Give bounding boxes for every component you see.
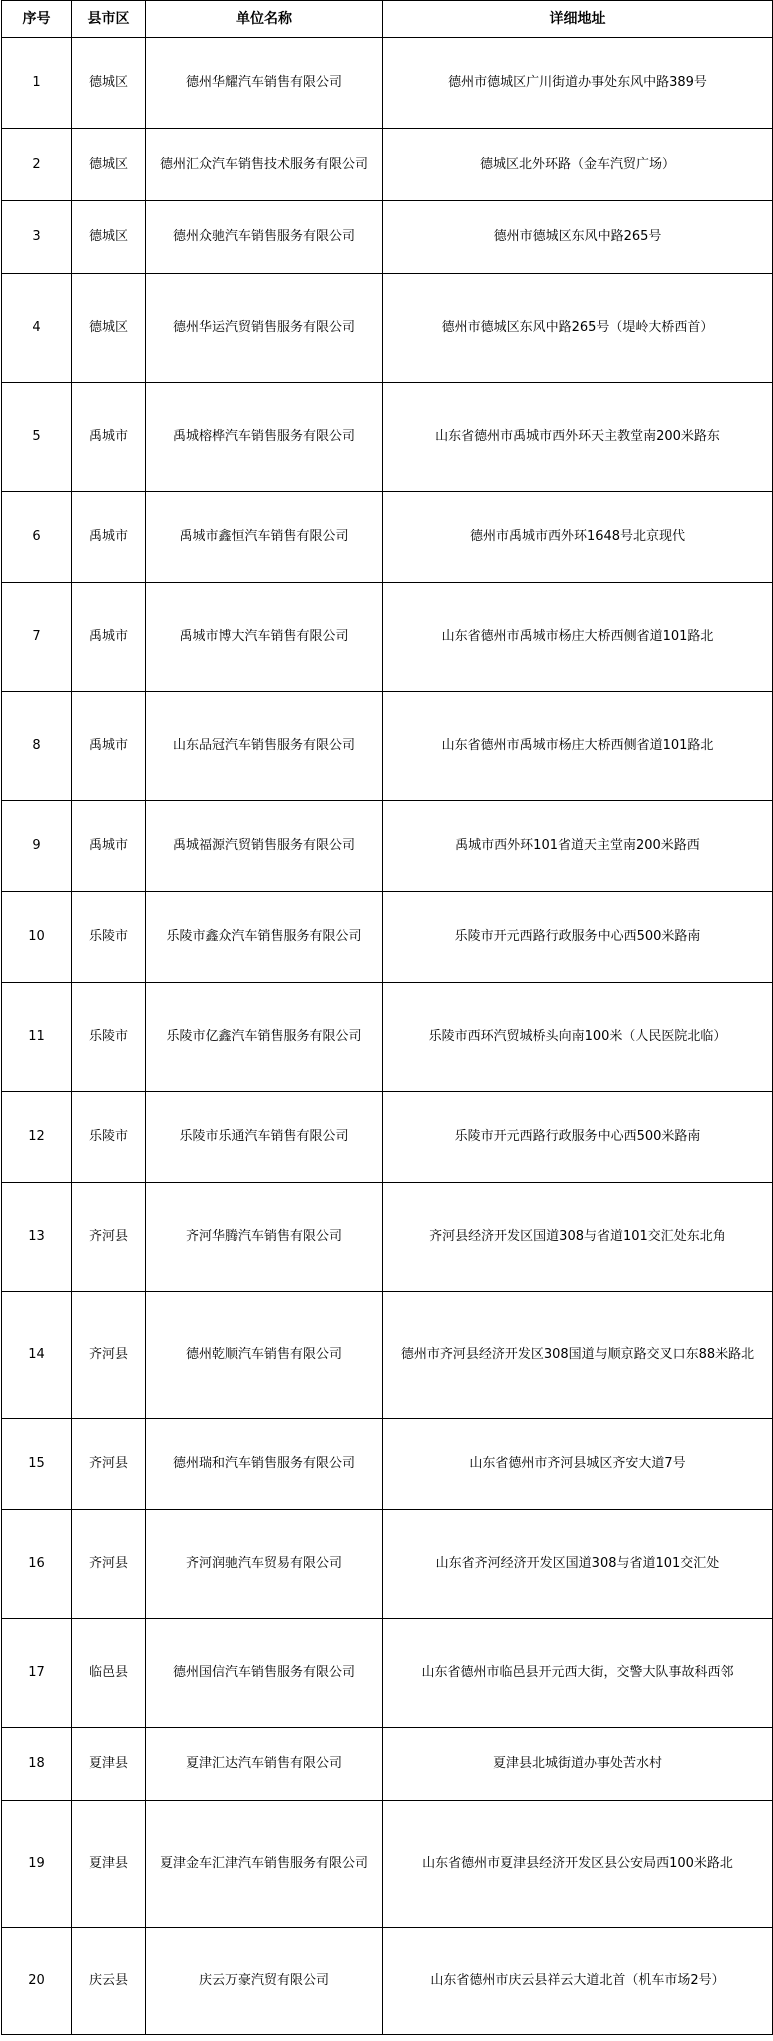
cell-county: 齐河县 bbox=[72, 1510, 146, 1619]
cell-seq: 15 bbox=[2, 1419, 72, 1510]
dealer-table bbox=[1, 0, 773, 2035]
cell-address: 德州市德城区东风中路265号（堤岭大桥西首） bbox=[383, 274, 773, 383]
cell-seq: 20 bbox=[2, 1928, 72, 2035]
table-row bbox=[2, 1801, 773, 1928]
cell-seq: 10 bbox=[2, 892, 72, 983]
cell-seq: 7 bbox=[2, 583, 72, 692]
cell-unit: 德州瑞和汽车销售服务有限公司 bbox=[146, 1419, 383, 1510]
cell-address: 山东省德州市庆云县祥云大道北首（机车市场2号） bbox=[383, 1928, 773, 2035]
cell-county: 禹城市 bbox=[72, 583, 146, 692]
table-row bbox=[2, 1092, 773, 1183]
cell-seq: 16 bbox=[2, 1510, 72, 1619]
header-row bbox=[2, 1, 773, 38]
cell-county: 乐陵市 bbox=[72, 892, 146, 983]
cell-unit: 德州汇众汽车销售技术服务有限公司 bbox=[146, 129, 383, 201]
table-row bbox=[2, 1292, 773, 1419]
cell-unit: 禹城福源汽贸销售服务有限公司 bbox=[146, 801, 383, 892]
cell-unit: 德州华运汽贸销售服务有限公司 bbox=[146, 274, 383, 383]
cell-unit: 夏津汇达汽车销售有限公司 bbox=[146, 1728, 383, 1801]
cell-unit: 禹城榕桦汽车销售服务有限公司 bbox=[146, 383, 383, 492]
table-row bbox=[2, 1510, 773, 1619]
table-row bbox=[2, 801, 773, 892]
cell-county: 乐陵市 bbox=[72, 983, 146, 1092]
cell-seq: 12 bbox=[2, 1092, 72, 1183]
cell-county: 禹城市 bbox=[72, 801, 146, 892]
cell-county: 齐河县 bbox=[72, 1292, 146, 1419]
cell-seq: 5 bbox=[2, 383, 72, 492]
cell-county: 临邑县 bbox=[72, 1619, 146, 1728]
cell-address: 德城区北外环路（金车汽贸广场） bbox=[383, 129, 773, 201]
cell-county: 德城区 bbox=[72, 129, 146, 201]
cell-unit: 禹城市鑫恒汽车销售有限公司 bbox=[146, 492, 383, 583]
cell-unit: 庆云万豪汽贸有限公司 bbox=[146, 1928, 383, 2035]
cell-unit: 德州乾顺汽车销售有限公司 bbox=[146, 1292, 383, 1419]
cell-county: 乐陵市 bbox=[72, 1092, 146, 1183]
cell-unit: 乐陵市乐通汽车销售有限公司 bbox=[146, 1092, 383, 1183]
cell-address: 山东省德州市禹城市杨庄大桥西侧省道101路北 bbox=[383, 692, 773, 801]
table-row bbox=[2, 1928, 773, 2035]
cell-seq: 1 bbox=[2, 38, 72, 129]
cell-address: 山东省德州市齐河县城区齐安大道7号 bbox=[383, 1419, 773, 1510]
table-row bbox=[2, 983, 773, 1092]
header-county: 县市区 bbox=[72, 1, 146, 38]
cell-seq: 18 bbox=[2, 1728, 72, 1801]
cell-address: 山东省德州市禹城市西外环天主教堂南200米路东 bbox=[383, 383, 773, 492]
cell-seq: 14 bbox=[2, 1292, 72, 1419]
table-row bbox=[2, 129, 773, 201]
cell-county: 德城区 bbox=[72, 274, 146, 383]
cell-unit: 乐陵市亿鑫汽车销售服务有限公司 bbox=[146, 983, 383, 1092]
cell-unit: 德州众驰汽车销售服务有限公司 bbox=[146, 201, 383, 274]
table-row bbox=[2, 201, 773, 274]
cell-address: 山东省德州市夏津县经济开发区县公安局西100米路北 bbox=[383, 1801, 773, 1928]
table-row bbox=[2, 1619, 773, 1728]
cell-address: 山东省德州市禹城市杨庄大桥西侧省道101路北 bbox=[383, 583, 773, 692]
cell-county: 齐河县 bbox=[72, 1419, 146, 1510]
table-row bbox=[2, 892, 773, 983]
cell-seq: 4 bbox=[2, 274, 72, 383]
cell-county: 德城区 bbox=[72, 38, 146, 129]
cell-seq: 17 bbox=[2, 1619, 72, 1728]
cell-address: 齐河县经济开发区国道308与省道101交汇处东北角 bbox=[383, 1183, 773, 1292]
cell-unit: 德州华耀汽车销售有限公司 bbox=[146, 38, 383, 129]
cell-seq: 11 bbox=[2, 983, 72, 1092]
header-seq: 序号 bbox=[2, 1, 72, 38]
table-row bbox=[2, 1183, 773, 1292]
table-row bbox=[2, 383, 773, 492]
cell-county: 庆云县 bbox=[72, 1928, 146, 2035]
table-row bbox=[2, 1728, 773, 1801]
cell-address: 山东省德州市临邑县开元西大街，交警大队事故科西邻 bbox=[383, 1619, 773, 1728]
cell-county: 夏津县 bbox=[72, 1728, 146, 1801]
cell-seq: 3 bbox=[2, 201, 72, 274]
cell-address: 德州市德城区东风中路265号 bbox=[383, 201, 773, 274]
cell-unit: 齐河润驰汽车贸易有限公司 bbox=[146, 1510, 383, 1619]
cell-seq: 13 bbox=[2, 1183, 72, 1292]
table-row bbox=[2, 1419, 773, 1510]
cell-county: 禹城市 bbox=[72, 692, 146, 801]
cell-address: 乐陵市开元西路行政服务中心西500米路南 bbox=[383, 892, 773, 983]
cell-county: 齐河县 bbox=[72, 1183, 146, 1292]
cell-unit: 齐河华腾汽车销售有限公司 bbox=[146, 1183, 383, 1292]
cell-address: 乐陵市开元西路行政服务中心西500米路南 bbox=[383, 1092, 773, 1183]
table-row bbox=[2, 492, 773, 583]
cell-unit: 德州国信汽车销售服务有限公司 bbox=[146, 1619, 383, 1728]
table-row bbox=[2, 583, 773, 692]
cell-county: 禹城市 bbox=[72, 383, 146, 492]
cell-address: 乐陵市西环汽贸城桥头向南100米（人民医院北临） bbox=[383, 983, 773, 1092]
cell-unit: 乐陵市鑫众汽车销售服务有限公司 bbox=[146, 892, 383, 983]
cell-county: 夏津县 bbox=[72, 1801, 146, 1928]
cell-seq: 6 bbox=[2, 492, 72, 583]
header-unit: 单位名称 bbox=[146, 1, 383, 38]
cell-address: 德州市齐河县经济开发区308国道与顺京路交叉口东88米路北 bbox=[383, 1292, 773, 1419]
cell-address: 山东省齐河经济开发区国道308与省道101交汇处 bbox=[383, 1510, 773, 1619]
table-row bbox=[2, 692, 773, 801]
cell-address: 德州市禹城市西外环1648号北京现代 bbox=[383, 492, 773, 583]
cell-address: 德州市德城区广川街道办事处东风中路389号 bbox=[383, 38, 773, 129]
header-address: 详细地址 bbox=[383, 1, 773, 38]
cell-seq: 9 bbox=[2, 801, 72, 892]
cell-address: 禹城市西外环101省道天主堂南200米路西 bbox=[383, 801, 773, 892]
cell-unit: 夏津金车汇津汽车销售服务有限公司 bbox=[146, 1801, 383, 1928]
cell-unit: 禹城市博大汽车销售有限公司 bbox=[146, 583, 383, 692]
cell-county: 禹城市 bbox=[72, 492, 146, 583]
cell-seq: 8 bbox=[2, 692, 72, 801]
cell-county: 德城区 bbox=[72, 201, 146, 274]
cell-seq: 2 bbox=[2, 129, 72, 201]
cell-seq: 19 bbox=[2, 1801, 72, 1928]
table-row bbox=[2, 274, 773, 383]
cell-address: 夏津县北城街道办事处苦水村 bbox=[383, 1728, 773, 1801]
cell-unit: 山东品冠汽车销售服务有限公司 bbox=[146, 692, 383, 801]
table-row bbox=[2, 38, 773, 129]
